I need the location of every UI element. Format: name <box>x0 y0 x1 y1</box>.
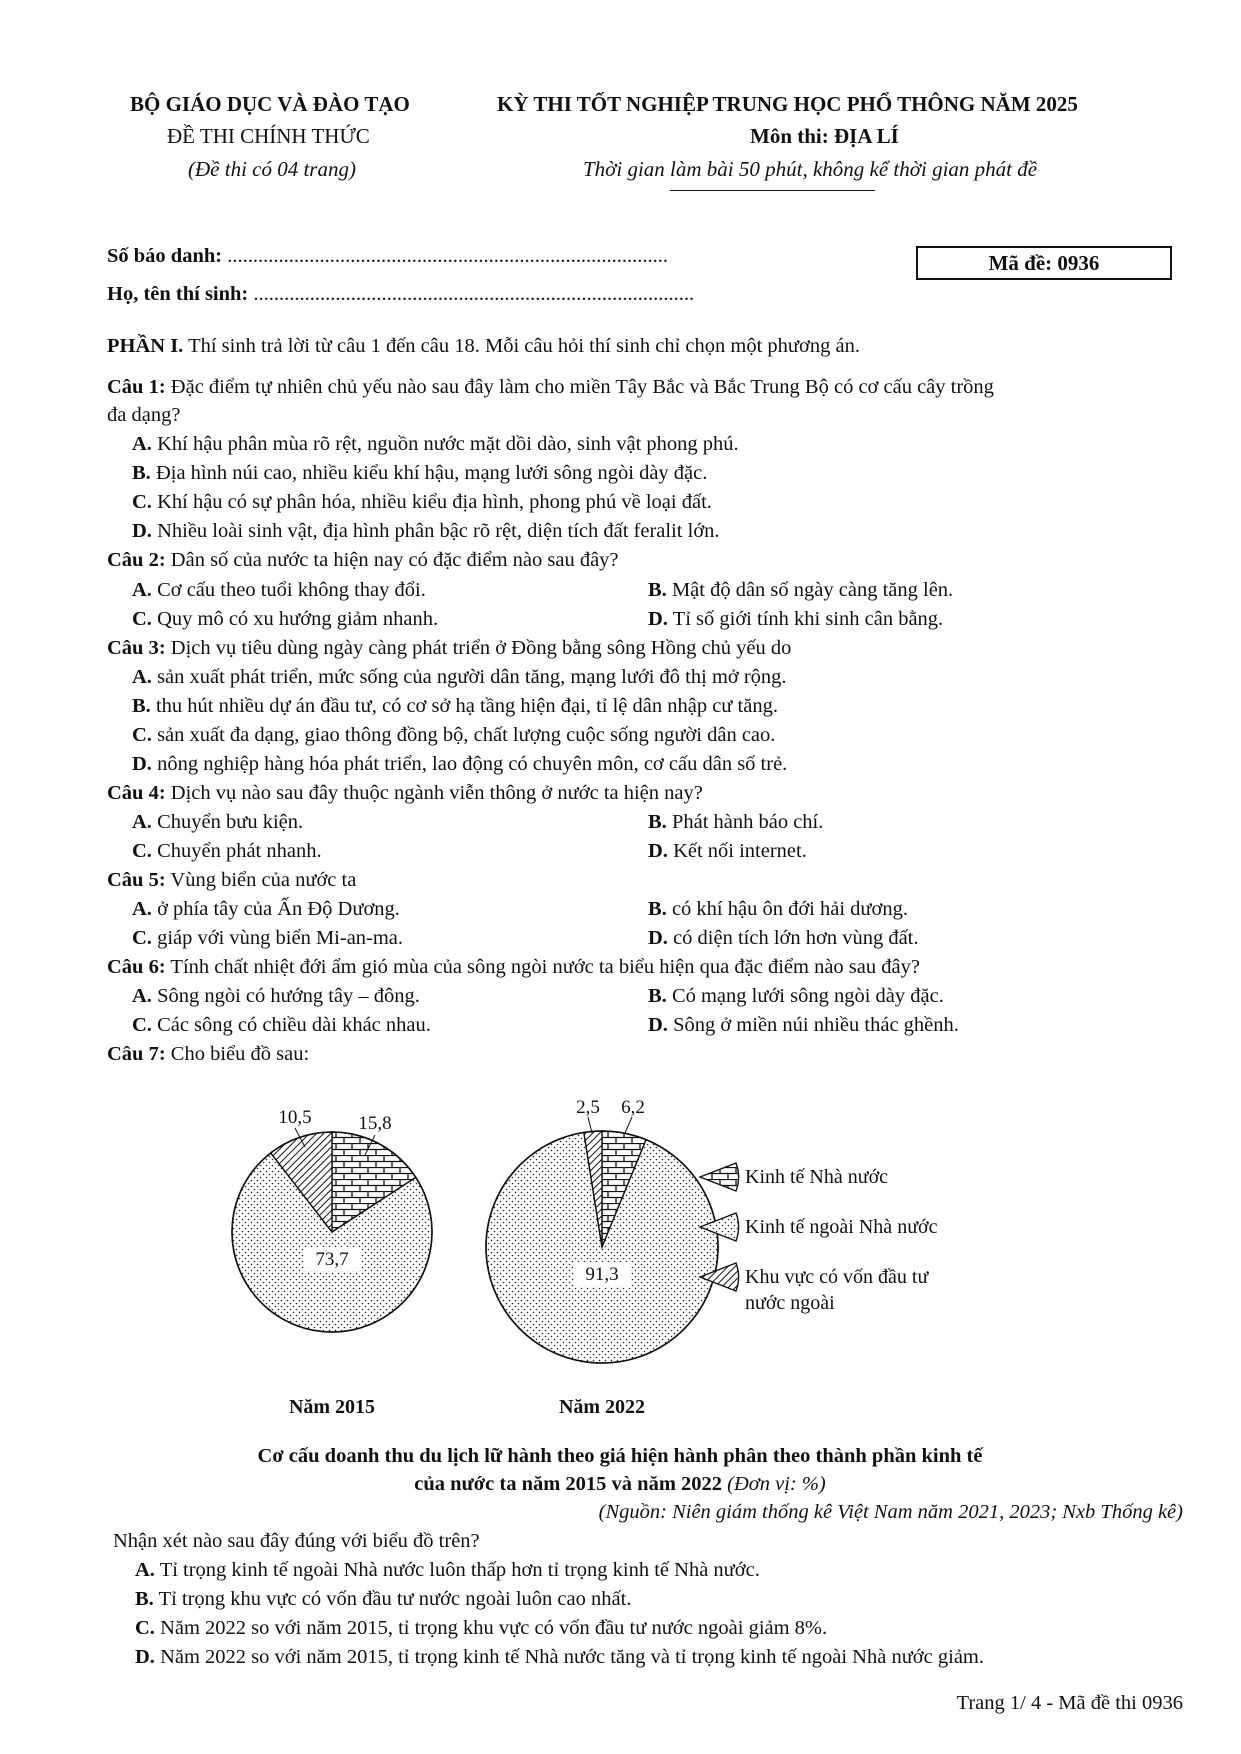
option-text: Tỉ trọng khu vực có vốn đầu tư nước ngoài luôn cao nhất. <box>153 1588 632 1610</box>
option-letter: A. <box>132 985 152 1007</box>
option-letter: C. <box>132 491 152 513</box>
option-text: Kết nối internet. <box>667 840 807 862</box>
option-letter: C. <box>132 927 152 949</box>
q2-option-c[interactable] <box>132 606 438 632</box>
q7-option-a[interactable] <box>135 1557 760 1583</box>
pie-value-label: 2,5 <box>576 1097 600 1118</box>
question-7-prompt: Nhận xét nào sau đây đúng với biểu đồ trên? <box>113 1530 480 1552</box>
q3-option-d[interactable] <box>132 751 787 777</box>
time-note: Thời gian làm bài 50 phút, không kể thời gian phát đề <box>583 157 1038 181</box>
question-1 <box>107 374 994 400</box>
subject-label: Môn thi: ĐỊA LÍ <box>750 124 899 148</box>
option-text: Quy mô có xu hướng giảm nhanh. <box>151 608 439 630</box>
option-text: sản xuất đa dạng, giao thông đồng bộ, chất lượng cuộc sống người dân cao. <box>151 724 776 746</box>
question-label: Câu 5: <box>107 869 166 891</box>
chart-source: (Nguồn: Niên giám thống kê Việt Nam năm 2021, 2023; Nxb Thống kê) <box>598 1501 1183 1523</box>
chart-title-line2 <box>120 1471 1120 1497</box>
option-letter: B. <box>648 811 667 833</box>
option-text: có diện tích lớn hơn vùng đất. <box>667 927 919 949</box>
option-text: ở phía tây của Ấn Độ Dương. <box>151 898 400 920</box>
question-6 <box>107 954 920 980</box>
exam-code-box: Mã đề: 0936 <box>916 246 1172 280</box>
option-letter: D. <box>132 753 152 775</box>
pie-value-label: 15,8 <box>358 1113 392 1134</box>
option-letter: D. <box>648 840 668 862</box>
pie-year-label: Năm 2022 <box>558 1396 646 1418</box>
option-text: Sông ngòi có hướng tây – đông. <box>151 985 420 1007</box>
question-4 <box>107 780 703 806</box>
q2-option-a[interactable] <box>132 577 426 603</box>
q4-option-c[interactable] <box>132 838 322 864</box>
option-text: Mật độ dân số ngày càng tăng lên. <box>666 579 954 601</box>
q6-option-b[interactable] <box>648 983 944 1009</box>
q5-option-c[interactable] <box>132 925 403 951</box>
option-letter: A. <box>132 898 152 920</box>
pie-value-label: 10,5 <box>278 1107 312 1128</box>
q2-option-d[interactable] <box>648 606 943 632</box>
pie-value-label: 91,3 <box>585 1264 619 1285</box>
question-5 <box>107 867 356 893</box>
q1-option-c[interactable] <box>132 489 712 515</box>
option-text: Nhiều loài sinh vật, địa hình phân bậc rõ rệt, diện tích đất feralit lớn. <box>151 520 720 542</box>
page-count-note: (Đề thi có 04 trang) <box>188 157 356 181</box>
question-text: Cho biểu đồ sau: <box>165 1043 310 1065</box>
legend-swatch <box>700 1163 739 1191</box>
question-text: Dịch vụ tiêu dùng ngày càng phát triển ở Đồng bằng sông Hồng chủ yếu do <box>165 637 792 659</box>
option-letter: D. <box>135 1646 155 1668</box>
q5-option-b[interactable] <box>648 896 908 922</box>
option-text: Khí hậu phân mùa rõ rệt, nguồn nước mặt dồi dào, sinh vật phong phú. <box>151 433 739 455</box>
question-text: Dịch vụ nào sau đây thuộc ngành viễn thông ở nước ta hiện nay? <box>165 782 703 804</box>
question-label: Câu 2: <box>107 549 166 571</box>
q4-option-a[interactable] <box>132 809 303 835</box>
option-letter: B. <box>648 898 667 920</box>
option-text: Khí hậu có sự phân hóa, nhiều kiểu địa hình, phong phú về loại đất. <box>151 491 712 513</box>
q4-option-d[interactable] <box>648 838 807 864</box>
pie-value-label: 73,7 <box>315 1249 349 1270</box>
q7-option-b[interactable] <box>135 1586 631 1612</box>
option-text: Chuyển phát nhanh. <box>151 840 322 862</box>
candidate-name-row <box>107 281 747 307</box>
option-letter: A. <box>132 433 152 455</box>
option-letter: D. <box>648 608 668 630</box>
q1-option-b[interactable] <box>132 460 707 486</box>
option-text: Sông ở miền núi nhiều thác ghềnh. <box>667 1014 959 1036</box>
option-text: Phát hành báo chí. <box>666 811 824 833</box>
q6-option-a[interactable] <box>132 983 420 1009</box>
option-letter: B. <box>132 462 151 484</box>
option-text: Năm 2022 so với năm 2015, tỉ trọng khu vực có vốn đầu tư nước ngoài giảm 8%. <box>154 1617 828 1639</box>
q7-option-d[interactable] <box>135 1644 984 1670</box>
question-text: Dân số của nước ta hiện nay có đặc điểm nào sau đây? <box>165 549 619 571</box>
question-text: Tính chất nhiệt đới ẩm gió mùa của sông ngòi nước ta biểu hiện qua đặc điểm nào sau đây? <box>165 956 920 978</box>
option-text: Có mạng lưới sông ngòi dày đặc. <box>666 985 944 1007</box>
chart-legend <box>700 1163 938 1314</box>
question-3 <box>107 635 791 661</box>
part1-instruction <box>107 333 860 359</box>
candidate-id-row <box>107 243 747 269</box>
question-text: Vùng biển của nước ta <box>165 869 357 891</box>
q5-option-a[interactable] <box>132 896 400 922</box>
chart-unit: (Đơn vị: %) <box>727 1473 826 1495</box>
question-label: Câu 1: <box>107 376 166 398</box>
option-letter: C. <box>132 608 152 630</box>
option-text: nông nghiệp hàng hóa phát triển, lao động có chuyên môn, cơ cấu dân số trẻ. <box>151 753 788 775</box>
q3-option-a[interactable] <box>132 664 787 690</box>
legend-label: nước ngoài <box>745 1292 835 1314</box>
q5-option-d[interactable] <box>648 925 919 951</box>
legend-label: Khu vực có vốn đầu tư <box>745 1266 929 1288</box>
q4-option-b[interactable] <box>648 809 823 835</box>
option-letter: A. <box>132 666 152 688</box>
candidate-id-label: Số báo danh: <box>107 245 228 267</box>
q3-option-c[interactable] <box>132 722 775 748</box>
option-text: Tỉ số giới tính khi sinh cân bằng. <box>667 608 944 630</box>
option-text: Các sông có chiều dài khác nhau. <box>151 1014 431 1036</box>
option-letter: D. <box>648 927 668 949</box>
candidate-name-label: Họ, tên thí sinh: <box>107 283 254 305</box>
question-label: Câu 3: <box>107 637 166 659</box>
option-letter: B. <box>132 695 151 717</box>
question-1-text-continued: đa dạng? <box>107 404 181 426</box>
q1-option-d[interactable] <box>132 518 720 544</box>
candidate-name-dots: ...................................................................................... <box>253 283 695 305</box>
question-7 <box>107 1041 309 1067</box>
chart-title-line2-text: của nước ta năm 2015 và năm 2022 <box>414 1473 728 1495</box>
page-footer: Trang 1/ 4 - Mã đề thi 0936 <box>956 1692 1183 1714</box>
chart-title-line1: Cơ cấu doanh thu du lịch lữ hành theo giá hiện hành phân theo thành phần kinh tế <box>257 1445 983 1467</box>
legend-label: Kinh tế Nhà nước <box>745 1166 889 1188</box>
option-letter: B. <box>648 579 667 601</box>
q6-option-d[interactable] <box>648 1012 959 1038</box>
option-letter: C. <box>132 840 152 862</box>
exam-title: KỲ THI TỐT NGHIỆP TRUNG HỌC PHỔ THÔNG NĂM 2025 <box>497 92 1078 116</box>
option-text: thu hút nhiều dự án đầu tư, có cơ sở hạ tầng hiện đại, tỉ lệ dân nhập cư tăng. <box>150 695 778 717</box>
option-letter: C. <box>135 1617 155 1639</box>
header-divider <box>670 190 875 191</box>
option-text: sản xuất phát triển, mức sống của người dân tăng, mạng lưới đô thị mở rộng. <box>151 666 787 688</box>
official-exam-label: ĐỀ THI CHÍNH THỨC <box>167 124 370 148</box>
legend-label: Kinh tế ngoài Nhà nước <box>745 1216 938 1238</box>
option-letter: A. <box>132 811 152 833</box>
part1-text: Thí sinh trả lời từ câu 1 đến câu 18. Mỗi câu hỏi thí sinh chỉ chọn một phương án. <box>183 335 860 357</box>
option-text: Chuyển bưu kiện. <box>151 811 304 833</box>
option-text: Cơ cấu theo tuổi không thay đổi. <box>151 579 426 601</box>
question-label: Câu 6: <box>107 956 166 978</box>
label-leader-line <box>588 1117 592 1133</box>
option-letter: A. <box>135 1559 155 1581</box>
q3-option-b[interactable] <box>132 693 778 719</box>
q6-option-c[interactable] <box>132 1012 431 1038</box>
option-text: Địa hình núi cao, nhiều kiểu khí hậu, mạng lưới sông ngòi dày đặc. <box>150 462 708 484</box>
question-text: Đặc điểm tự nhiên chủ yếu nào sau đây làm cho miền Tây Bắc và Bắc Trung Bộ có cơ cấu cây trồng <box>165 376 994 398</box>
candidate-id-dots: ...................................................................................... <box>227 245 668 267</box>
q7-option-c[interactable] <box>135 1615 827 1641</box>
question-2 <box>107 547 619 573</box>
pies-layer <box>232 1097 718 1418</box>
question-label: Câu 4: <box>107 782 166 804</box>
option-letter: D. <box>132 520 152 542</box>
pie-year-label: Năm 2015 <box>288 1396 376 1418</box>
option-text: Năm 2022 so với năm 2015, tỉ trọng kinh tế Nhà nước tăng và tỉ trọng kinh tế ngoài Nhà nước giảm. <box>154 1646 984 1668</box>
option-letter: C. <box>132 1014 152 1036</box>
option-letter: A. <box>132 579 152 601</box>
q1-option-a[interactable] <box>132 431 739 457</box>
question-label: Câu 7: <box>107 1043 166 1065</box>
ministry-title: BỘ GIÁO DỤC VÀ ĐÀO TẠO <box>130 92 410 116</box>
label-leader-line <box>625 1117 632 1133</box>
pie-value-label: 6,2 <box>621 1097 645 1118</box>
option-letter: B. <box>135 1588 154 1610</box>
option-text: có khí hậu ôn đới hải dương. <box>666 898 908 920</box>
option-letter: B. <box>648 985 667 1007</box>
pie-chart <box>220 1095 1120 1425</box>
option-text: Tỉ trọng kinh tế ngoài Nhà nước luôn thấp hơn tỉ trọng kinh tế Nhà nước. <box>154 1559 760 1581</box>
option-text: giáp với vùng biển Mi-an-ma. <box>151 927 404 949</box>
q2-option-b[interactable] <box>648 577 953 603</box>
option-letter: D. <box>648 1014 668 1036</box>
option-letter: C. <box>132 724 152 746</box>
part1-title: PHẦN I. <box>107 335 184 357</box>
